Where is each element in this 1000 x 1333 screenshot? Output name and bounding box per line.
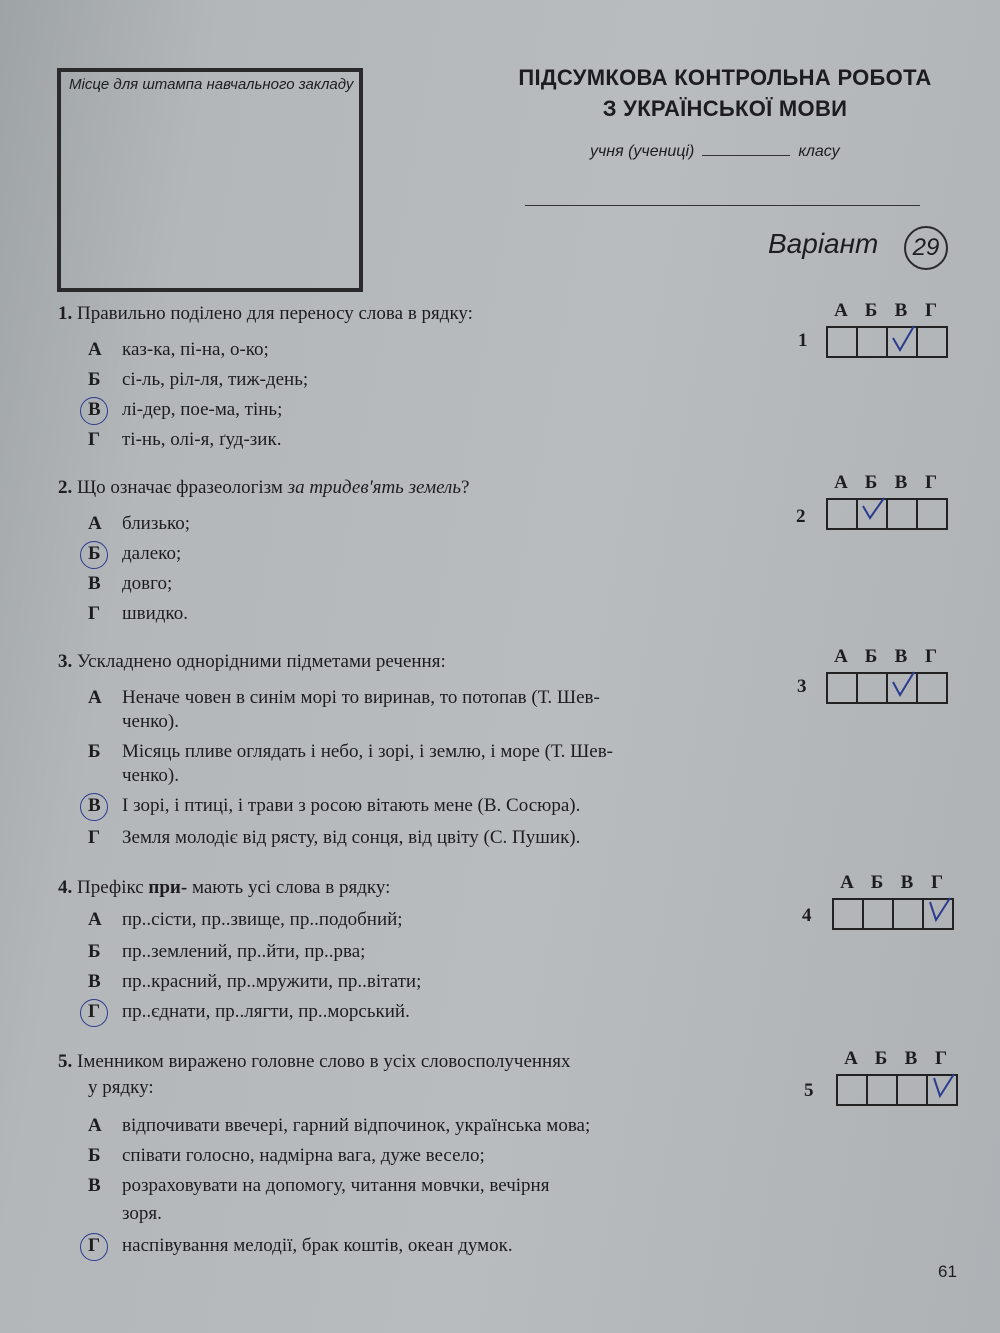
cell-c[interactable] — [886, 498, 918, 530]
option-letter: Б — [88, 543, 101, 564]
grid-letter: В — [894, 646, 908, 667]
option-b — [88, 740, 613, 764]
page-number: 61 — [938, 1262, 957, 1281]
answer-circle — [80, 397, 108, 425]
question-4 — [58, 876, 390, 900]
cell-b[interactable] — [856, 326, 888, 358]
class-blank — [702, 155, 790, 156]
grid-letter: В — [894, 300, 908, 321]
option-letter: В — [88, 971, 101, 992]
stamp-label: Місце для штампа навчального закладу — [69, 76, 354, 93]
option-c-continuation: зоря. — [122, 1203, 162, 1224]
stamp-box — [57, 68, 363, 292]
option-c — [88, 794, 580, 818]
grid-letter: В — [904, 1048, 918, 1069]
question-text: Ускладнено однорідними підметами речення: — [77, 651, 446, 672]
answer-circle — [80, 1233, 108, 1261]
option-text: сі-ль, ріл-ля, тиж-день; — [122, 369, 309, 390]
grid-letter: Б — [864, 472, 878, 493]
grid-letter: Б — [874, 1048, 888, 1069]
option-d — [88, 428, 281, 452]
option-text: каз-ка, пі-на, о-ко; — [122, 339, 269, 360]
grid-letter: Б — [864, 300, 878, 321]
grid-number: 1 — [798, 330, 808, 351]
grid-letter: Г — [924, 300, 938, 321]
cell-c[interactable] — [896, 1074, 928, 1106]
question-text: Іменником виражено головне слово в усіх словосполученнях — [77, 1051, 571, 1072]
answer-circle — [80, 541, 108, 569]
option-text: Неначе човен в синім морі то виринав, то потопав (Т. Шев- — [122, 687, 600, 708]
option-text: довго; — [122, 573, 173, 594]
variant-label: Варіант — [768, 228, 879, 259]
cell-a[interactable] — [826, 326, 858, 358]
option-text: співати голосно, надмірна вага, дуже весело; — [122, 1145, 485, 1166]
cell-a[interactable] — [832, 898, 864, 930]
option-letter: В — [88, 399, 101, 420]
name-line — [525, 205, 920, 206]
cell-a[interactable] — [826, 672, 858, 704]
cell-c[interactable] — [886, 672, 918, 704]
cell-d[interactable] — [916, 672, 948, 704]
option-text: відпочивати ввечері, гарний відпочинок, українська мова; — [122, 1115, 591, 1136]
option-d — [88, 1234, 513, 1258]
grid-letter: Б — [870, 872, 884, 893]
option-letter: Г — [88, 1235, 101, 1256]
grid-letter: А — [834, 646, 848, 667]
question-text-before: Префікс — [77, 877, 149, 898]
option-d — [88, 1000, 410, 1024]
answer-grid-header — [826, 646, 946, 668]
question-3 — [58, 650, 446, 674]
grid-letter: Г — [934, 1048, 948, 1069]
option-a-continuation: ченко). — [122, 711, 179, 732]
question-2 — [58, 476, 469, 500]
question-text-before: Що означає фразеологізм — [77, 477, 288, 498]
cell-a[interactable] — [836, 1074, 868, 1106]
student-label: учня (учениці) — [590, 143, 695, 160]
cell-b[interactable] — [856, 498, 888, 530]
option-c — [88, 1174, 549, 1198]
grid-letter: А — [834, 300, 848, 321]
answer-grid-header — [836, 1048, 956, 1070]
check-mark-icon — [926, 896, 952, 926]
option-text: Земля молодіє від рясту, від сонця, від цвіту (С. Пушик). — [122, 827, 581, 848]
option-letter: Г — [88, 827, 101, 848]
cell-b[interactable] — [866, 1074, 898, 1106]
option-text: пр..єднати, пр..лягти, пр..морський. — [122, 1001, 410, 1022]
question-number: 1. — [58, 303, 73, 324]
cell-c[interactable] — [892, 898, 924, 930]
option-b-continuation: ченко). — [122, 765, 179, 786]
cell-b[interactable] — [856, 672, 888, 704]
option-letter: Г — [88, 603, 101, 624]
option-letter: А — [88, 687, 102, 708]
grid-letter: А — [834, 472, 848, 493]
option-text: близько; — [122, 513, 191, 534]
check-mark-icon — [890, 324, 916, 354]
option-letter: Б — [88, 941, 101, 962]
option-text: пр..сісти, пр..звище, пр..подобний; — [122, 909, 403, 930]
title-line-2: З УКРАЇНСЬКОЇ МОВИ — [602, 96, 848, 121]
question-5 — [58, 1050, 570, 1074]
title-line-1: ПІДСУМКОВА КОНТРОЛЬНА РОБОТА — [518, 65, 932, 90]
grid-letter: А — [840, 872, 854, 893]
option-text: І зорі, і птиці, і трави з росою вітають мене (В. Сосюра). — [122, 795, 581, 816]
cell-c[interactable] — [886, 326, 918, 358]
grid-number: 2 — [796, 506, 806, 527]
cell-d[interactable] — [926, 1074, 958, 1106]
option-letter: В — [88, 795, 101, 816]
option-letter: В — [88, 1175, 101, 1196]
answer-grid-3 — [826, 672, 948, 704]
option-a — [88, 338, 269, 362]
option-d — [88, 826, 580, 850]
option-text: ті-нь, олі-я, ґуд-зик. — [122, 429, 282, 450]
cell-b[interactable] — [862, 898, 894, 930]
grid-letter: А — [844, 1048, 858, 1069]
answer-circle — [80, 793, 108, 821]
answer-grid-4 — [832, 898, 954, 930]
question-prefix: при- — [148, 877, 188, 898]
question-text-after: мають усі слова в рядку: — [187, 877, 391, 898]
option-letter: А — [88, 513, 102, 534]
option-text: Місяць пливе оглядать і небо, і зорі, і землю, і море (Т. Шев- — [122, 741, 613, 762]
option-text: лі-дер, пое-ма, тінь; — [122, 399, 283, 420]
option-b — [88, 1144, 485, 1168]
variant-number: 29 — [904, 226, 948, 270]
class-label: класу — [798, 143, 840, 160]
question-text-after: ? — [460, 477, 470, 498]
grid-number: 4 — [802, 905, 812, 926]
question-number: 2. — [58, 477, 73, 498]
option-text: далеко; — [122, 543, 182, 564]
cell-d[interactable] — [916, 326, 948, 358]
cell-d[interactable] — [922, 898, 954, 930]
question-number: 3. — [58, 651, 73, 672]
option-c — [88, 970, 421, 994]
page-title — [500, 62, 950, 124]
check-mark-icon — [890, 670, 916, 700]
question-number: 4. — [58, 877, 73, 898]
answer-circle — [80, 999, 108, 1027]
option-c — [88, 572, 172, 596]
question-text: Правильно поділено для переносу слова в рядку: — [77, 303, 473, 324]
check-mark-icon — [860, 496, 886, 526]
check-mark-icon — [930, 1072, 956, 1102]
cell-d[interactable] — [916, 498, 948, 530]
option-letter: Б — [88, 369, 101, 390]
question-5-continuation: у рядку: — [88, 1077, 154, 1098]
option-text: пр..землений, пр..йти, пр..рва; — [122, 941, 366, 962]
option-letter: Г — [88, 1001, 101, 1022]
answer-grid-header — [832, 872, 952, 894]
option-text: розраховувати на допомогу, читання мовчки, вечірня — [122, 1175, 550, 1196]
option-text: швидко. — [122, 603, 188, 624]
option-a — [88, 908, 403, 932]
grid-letter: Г — [930, 872, 944, 893]
answer-grid-header — [826, 300, 946, 322]
option-letter: А — [88, 909, 102, 930]
option-text: наспівування мелодії, брак коштів, океан думок. — [122, 1235, 513, 1256]
option-letter: Г — [88, 429, 101, 450]
grid-number: 5 — [804, 1080, 814, 1101]
grid-letter: Г — [924, 472, 938, 493]
option-letter: А — [88, 1115, 102, 1136]
option-c — [88, 398, 282, 422]
question-number: 5. — [58, 1051, 73, 1072]
option-text: пр..красний, пр..мружити, пр..вітати; — [122, 971, 422, 992]
option-letter: Б — [88, 1145, 101, 1166]
option-d — [88, 602, 188, 626]
option-b — [88, 940, 365, 964]
answer-grid-header — [826, 472, 946, 494]
grid-letter: В — [900, 872, 914, 893]
grid-number: 3 — [797, 676, 807, 697]
option-a — [88, 1114, 590, 1138]
answer-grid-2 — [826, 498, 948, 530]
option-letter: Б — [88, 741, 101, 762]
option-b — [88, 368, 308, 392]
grid-letter: Б — [864, 646, 878, 667]
question-1 — [58, 302, 473, 326]
answer-grid-5 — [836, 1074, 958, 1106]
question-phrase: за тридев'ять земель — [287, 477, 461, 498]
grid-letter: В — [894, 472, 908, 493]
option-a — [88, 686, 600, 710]
grid-letter: Г — [924, 646, 938, 667]
option-letter: А — [88, 339, 102, 360]
cell-a[interactable] — [826, 498, 858, 530]
option-a — [88, 512, 190, 536]
student-line — [590, 143, 840, 161]
answer-grid-1 — [826, 326, 948, 358]
option-letter: В — [88, 573, 101, 594]
